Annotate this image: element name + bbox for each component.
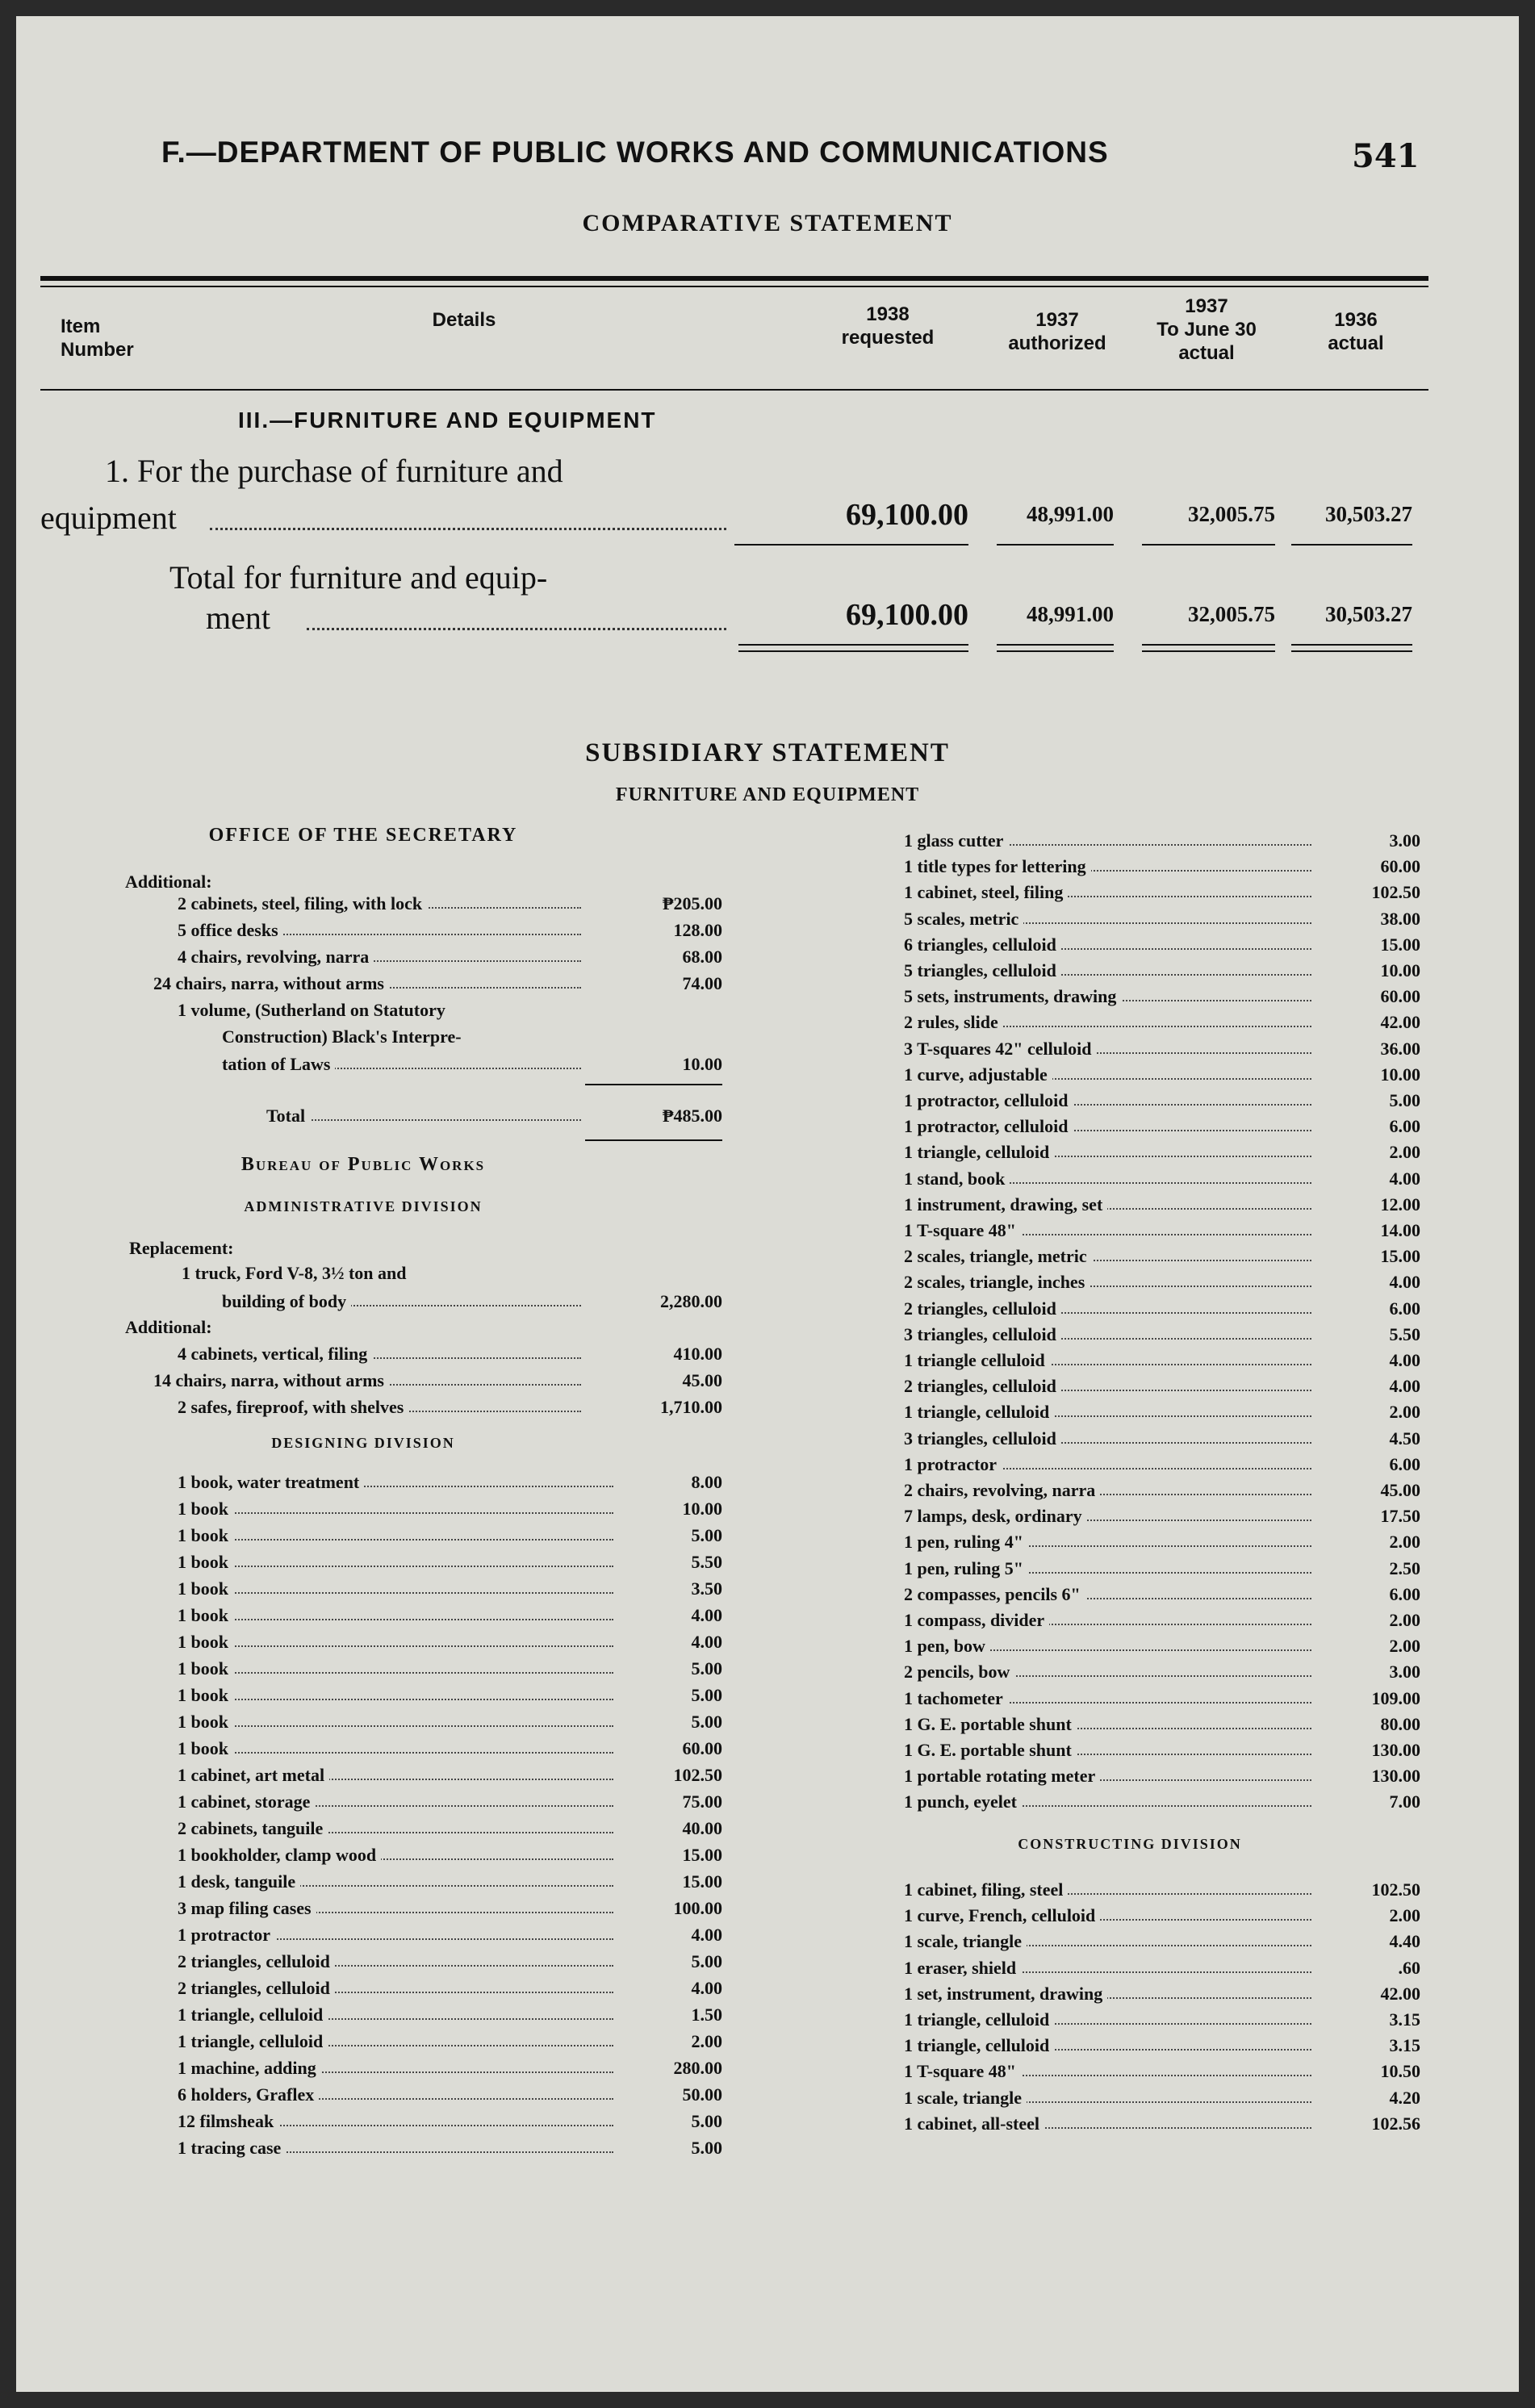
item-label: 1 book [178, 1710, 233, 1734]
item-label: 1 curve, adjustable [904, 1063, 1052, 1087]
list-item [904, 1608, 1420, 1633]
item-amount: 6.00 [1389, 1453, 1420, 1474]
list-item [904, 1712, 1420, 1737]
item-amount: 130.00 [1371, 1766, 1420, 1787]
item-label: 6 triangles, celluloid [904, 933, 1061, 957]
list-item [904, 1634, 1420, 1658]
list-item [904, 1582, 1420, 1607]
item-label: 1 book [178, 1550, 233, 1574]
list-item [178, 2109, 726, 2134]
list-item: 24 chairs, narra, without arms 74.00 [178, 972, 726, 996]
list-item [904, 1010, 1420, 1035]
item-amount: 102.56 [1371, 2113, 1420, 2134]
list-item: tation of Laws 10.00 [222, 1052, 726, 1076]
item-label: 1 triangle, celluloid [904, 1140, 1054, 1164]
list-item: building of body 2,280.00 [222, 1290, 726, 1314]
item-label: 1 cabinet, art metal [178, 1763, 329, 1787]
item-label: 1 protractor, celluloid [904, 1114, 1073, 1139]
item-amount: 100.00 [673, 1898, 722, 1918]
list-item [904, 880, 1420, 905]
list-item [904, 1323, 1420, 1347]
list-item [178, 1976, 726, 2000]
item-amount: 2.00 [1389, 1142, 1420, 1163]
item-label: 1 protractor [904, 1453, 1002, 1477]
admin-division-heading: ADMINISTRATIVE DIVISION [244, 1198, 483, 1214]
list-item [904, 1374, 1420, 1398]
item-label: 1 punch, eyelet [904, 1790, 1022, 1814]
list-item [904, 1140, 1420, 1164]
list-item [178, 1737, 726, 1761]
item-label: 1 curve, French, celluloid [904, 1904, 1100, 1928]
item-label: 5 triangles, celluloid [904, 959, 1061, 983]
item-label: 3 triangles, celluloid [904, 1323, 1061, 1347]
designing-division-heading: DESIGNING DIVISION [271, 1435, 455, 1451]
total-text-line1: Total for furniture and equip- [169, 559, 548, 596]
replacement-label: Replacement: [129, 1238, 234, 1258]
list-item [904, 1738, 1420, 1762]
rule [997, 644, 1114, 646]
list-item [904, 1400, 1420, 1424]
item-amount: 5.00 [691, 1658, 722, 1678]
item-label: 1 triangle, celluloid [904, 2034, 1054, 2058]
list-item: 5 office desks 128.00 [178, 918, 726, 943]
item-amount: 42.00 [1380, 1983, 1420, 2004]
col-item-number: Item Number [61, 316, 134, 361]
rule [1291, 544, 1412, 546]
item-label: 1 book [178, 1657, 233, 1681]
rule [1291, 650, 1412, 652]
list-item [904, 985, 1420, 1009]
item-label: 7 lamps, desk, ordinary [904, 1504, 1087, 1528]
list-item [178, 1550, 726, 1574]
item-label: 2 chairs, revolving, narra [904, 1478, 1100, 1503]
item-label: 2 scales, triangle, metric [904, 1244, 1092, 1269]
rule [40, 276, 1428, 281]
total-1936: 30,503.27 [1325, 602, 1412, 626]
item-1937a: 48,991.00 [1027, 502, 1114, 526]
list-item [904, 1193, 1420, 1217]
list-item [178, 2083, 726, 2107]
list-item [904, 1114, 1420, 1139]
leader-dots [178, 1539, 613, 1541]
item-label: 3 T-squares 42" celluloid [904, 1037, 1096, 1061]
item-label: 1 scale, triangle [904, 2086, 1027, 2110]
item-label: 2 triangles, celluloid [178, 1976, 335, 2000]
item-amount: 5.00 [691, 1951, 722, 1971]
comparative-statement-title: COMPARATIVE STATEMENT [582, 210, 953, 236]
item-amount: 109.00 [1371, 1687, 1420, 1708]
list-item [178, 1603, 726, 1628]
item-label: 1 tracing case [178, 2136, 286, 2160]
additional-label: Additional: [125, 872, 212, 892]
col-details: Details [432, 309, 496, 331]
item-label: 1 book, water treatment [178, 1470, 364, 1495]
item-label: 1 book [178, 1497, 233, 1521]
item-label: 1 instrument, drawing, set [904, 1193, 1107, 1217]
list-item [178, 1950, 726, 1974]
item-label: 2 triangles, celluloid [178, 1950, 335, 1974]
item-amount: 36.00 [1380, 1038, 1420, 1059]
item-amount: 15.00 [682, 1845, 722, 1865]
item-amount: 280.00 [673, 2058, 722, 2078]
item-label: 3 triangles, celluloid [904, 1427, 1061, 1451]
item-label: 1 cabinet, storage [178, 1790, 315, 1814]
item-label: 1 portable rotating meter [904, 1764, 1100, 1788]
list-item [904, 1929, 1420, 1954]
rule [997, 544, 1114, 546]
rule [1142, 650, 1275, 652]
item-amount: 5.00 [691, 1685, 722, 1705]
item-text-line2: equipment [40, 500, 177, 536]
col-1937-authorized: 1937 authorized [1008, 309, 1106, 354]
leader-dots [178, 1566, 613, 1567]
item-label: 1 stand, book [904, 1167, 1010, 1191]
item-text-line1: 1. For the purchase of furniture and [105, 453, 563, 489]
list-item [904, 1878, 1420, 1902]
item-amount: 2.00 [691, 2031, 722, 2051]
item-amount: 80.00 [1380, 1713, 1420, 1734]
list-item [904, 1660, 1420, 1684]
item-label: 6 holders, Graflex [178, 2083, 319, 2107]
item-amount: 2.00 [1389, 1636, 1420, 1657]
col-1936: 1936 actual [1328, 309, 1384, 354]
item-label: 1 tachometer [904, 1687, 1008, 1711]
item-amount: 5.00 [691, 2138, 722, 2158]
item-label: 1 glass cutter [904, 829, 1008, 853]
item-amount: 4.00 [1389, 1272, 1420, 1293]
item-amount: 6.00 [1389, 1583, 1420, 1604]
list-item: 14 chairs, narra, without arms 45.00 [178, 1369, 726, 1393]
item-amount: 102.50 [673, 1765, 722, 1785]
item-label: 1 T-square 48" [904, 2059, 1021, 2084]
list-item [904, 959, 1420, 983]
item-label: 1 cabinet, all-steel [904, 2112, 1044, 2136]
leader-dots [307, 626, 726, 630]
item-1936: 30,503.27 [1325, 502, 1412, 526]
list-item: 4 cabinets, vertical, filing 410.00 [178, 1342, 726, 1366]
item-amount: 15.00 [682, 1871, 722, 1892]
item-label: 1 book [178, 1737, 233, 1761]
item-label: 3 map filing cases [178, 1896, 316, 1921]
item-amount: 45.00 [1380, 1480, 1420, 1500]
list-item: 4 chairs, revolving, narra 68.00 [178, 945, 726, 969]
col-1938: 1938 requested [841, 303, 935, 349]
list-item [904, 2059, 1420, 2084]
office-heading: OFFICE OF THE SECRETARY [208, 825, 518, 846]
item-label: 2 triangles, celluloid [904, 1374, 1061, 1398]
item-amount: 4.00 [1389, 1376, 1420, 1397]
item-label: 2 triangles, celluloid [904, 1297, 1061, 1321]
total-row: Total ₱485.00 [266, 1104, 726, 1128]
list-item-text: 1 volume, (Sutherland on Statutory [178, 1000, 445, 1020]
item-amount: 4.00 [1389, 1350, 1420, 1370]
item-label: 1 triangle, celluloid [178, 2003, 328, 2027]
list-item [904, 1764, 1420, 1788]
item-amount: 130.00 [1371, 1740, 1420, 1760]
list-item [178, 1843, 726, 1867]
item-amount: 14.00 [1380, 1220, 1420, 1240]
item-label: 1 pen, ruling 5" [904, 1557, 1028, 1581]
rule [1291, 644, 1412, 646]
item-label: 1 machine, adding [178, 2056, 321, 2080]
item-amount: 10.00 [1380, 960, 1420, 980]
total-1937j: 32,005.75 [1188, 602, 1275, 626]
subsidiary-statement-title: SUBSIDIARY STATEMENT [585, 738, 950, 767]
leader-dots [210, 526, 726, 530]
item-amount: 4.00 [691, 1605, 722, 1625]
list-item [178, 1923, 726, 1947]
item-amount: 2.00 [1389, 1905, 1420, 1926]
item-label: 1 book [178, 1603, 233, 1628]
item-amount: 10.00 [682, 1499, 722, 1519]
list-item [178, 1630, 726, 1654]
item-amount: 7.00 [1389, 1791, 1420, 1812]
item-amount: 4.00 [1389, 1168, 1420, 1189]
item-amount: 75.00 [682, 1791, 722, 1812]
item-label: 5 sets, instruments, drawing [904, 985, 1121, 1009]
item-amount: 12.00 [1380, 1194, 1420, 1214]
rule [40, 286, 1428, 287]
item-amount: 5.00 [691, 1712, 722, 1732]
constructing-division-heading: CONSTRUCTING DIVISION [1018, 1836, 1242, 1852]
item-label: 1 eraser, shield [904, 1956, 1021, 1980]
list-item [904, 1348, 1420, 1373]
item-amount: 4.20 [1389, 2087, 1420, 2108]
department-heading: F.—DEPARTMENT OF PUBLIC WORKS AND COMMUNICATIONS [161, 136, 1109, 169]
item-label: 1 pen, bow [904, 1634, 990, 1658]
item-label: 1 T-square 48" [904, 1219, 1021, 1243]
item-amount: 10.50 [1380, 2061, 1420, 2082]
leader-dots [178, 1752, 613, 1754]
document-page [16, 16, 1519, 2392]
list-item [178, 1683, 726, 1708]
list-item [904, 1453, 1420, 1477]
item-label: 1 cabinet, filing, steel [904, 1878, 1068, 1902]
item-label: 1 book [178, 1683, 233, 1708]
item-label: 1 desk, tanguile [178, 1870, 300, 1894]
item-amount: 40.00 [682, 1818, 722, 1838]
item-label: 1 book [178, 1577, 233, 1601]
item-label: 5 scales, metric [904, 907, 1023, 931]
list-item [178, 1470, 726, 1495]
list-item [904, 1427, 1420, 1451]
item-amount: 5.00 [691, 1525, 722, 1545]
item-amount: 6.00 [1389, 1116, 1420, 1137]
item-label: 1 triangle, celluloid [904, 2008, 1054, 2032]
item-label: 1 scale, triangle [904, 1929, 1027, 1954]
bureau-heading: Bureau of Public Works [240, 1154, 486, 1175]
list-item [178, 1816, 726, 1841]
list-item [178, 1870, 726, 1894]
list-item [904, 1904, 1420, 1928]
item-label: 1 protractor, celluloid [904, 1089, 1073, 1113]
list-item [904, 1063, 1420, 1087]
list-item [904, 1037, 1420, 1061]
list-item [904, 2008, 1420, 2032]
rule [585, 1084, 722, 1085]
list-item [904, 933, 1420, 957]
leader-dots [178, 1619, 613, 1620]
list-item [904, 1982, 1420, 2006]
list-item [178, 1497, 726, 1521]
item-amount: 8.00 [691, 1472, 722, 1492]
item-amount: 50.00 [682, 2084, 722, 2105]
list-item [904, 1504, 1420, 1528]
item-label: 1 title types for lettering [904, 855, 1091, 879]
list-item [904, 1790, 1420, 1814]
list-item [178, 1710, 726, 1734]
item-label: 1 protractor [178, 1923, 275, 1947]
rule [738, 644, 968, 646]
item-amount: 42.00 [1380, 1012, 1420, 1033]
list-item [178, 1524, 726, 1548]
list-item [904, 2086, 1420, 2110]
item-label: 2 cabinets, tanguile [178, 1816, 328, 1841]
item-amount: 5.00 [1389, 1090, 1420, 1110]
rule [738, 650, 968, 652]
item-amount: 1.50 [691, 2005, 722, 2025]
item-label: 1 set, instrument, drawing [904, 1982, 1107, 2006]
rule [734, 544, 968, 546]
total-1938: 69,100.00 [846, 598, 968, 632]
item-amount: 4.00 [691, 1632, 722, 1652]
item-label: 2 rules, slide [904, 1010, 1003, 1035]
list-item [904, 1956, 1420, 1980]
rule [1142, 544, 1275, 546]
item-label: 1 pen, ruling 4" [904, 1530, 1028, 1554]
item-label: 1 G. E. portable shunt [904, 1738, 1077, 1762]
list-item [904, 1089, 1420, 1113]
item-label: 1 triangle celluloid [904, 1348, 1050, 1373]
item-amount: 2.50 [1389, 1557, 1420, 1578]
item-amount: 102.50 [1371, 882, 1420, 903]
leader-dots [178, 1512, 613, 1514]
section-heading: III.—FURNITURE AND EQUIPMENT [238, 408, 657, 433]
item-amount: 60.00 [1380, 986, 1420, 1007]
item-amount: 17.50 [1380, 1506, 1420, 1527]
list-item [904, 1244, 1420, 1269]
list-item [178, 2136, 726, 2160]
list-item [178, 2003, 726, 2027]
item-amount: 5.50 [1389, 1323, 1420, 1344]
item-amount: 38.00 [1380, 908, 1420, 929]
item-1937j: 32,005.75 [1188, 502, 1275, 526]
item-amount: 15.00 [1380, 1246, 1420, 1267]
list-item [178, 2030, 726, 2054]
list-item [178, 1896, 726, 1921]
rule [585, 1139, 722, 1141]
list-item [904, 1530, 1420, 1554]
item-amount: .60 [1398, 1957, 1420, 1978]
item-amount: 3.50 [691, 1578, 722, 1599]
list-item [904, 2112, 1420, 2136]
item-amount: 4.50 [1389, 1428, 1420, 1449]
furniture-subtitle: FURNITURE AND EQUIPMENT [615, 784, 920, 805]
list-item [904, 1297, 1420, 1321]
total-text-line2: ment [206, 600, 270, 636]
list-item [904, 1219, 1420, 1243]
leader-dots [178, 1592, 613, 1594]
item-amount: 3.15 [1389, 2035, 1420, 2056]
item-amount: 60.00 [1380, 856, 1420, 877]
item-amount: 102.50 [1371, 1879, 1420, 1900]
rule [40, 389, 1428, 391]
additional-label: Additional: [125, 1317, 212, 1337]
item-label: 2 compasses, pencils 6" [904, 1582, 1085, 1607]
item-amount: 4.40 [1389, 1931, 1420, 1952]
item-amount: 2.00 [1389, 1402, 1420, 1423]
item-label: 1 book [178, 1524, 233, 1548]
list-item [178, 1790, 726, 1814]
list-item: 2 safes, fireproof, with shelves 1,710.00 [178, 1395, 726, 1419]
item-amount: 60.00 [682, 1738, 722, 1758]
item-label: 1 triangle, celluloid [904, 1400, 1054, 1424]
list-item-text: Construction) Black's Interpre- [222, 1026, 462, 1047]
leader-dots [178, 1725, 613, 1727]
total-1937a: 48,991.00 [1027, 602, 1114, 626]
page-number: 541 [1352, 137, 1420, 175]
item-label: 1 triangle, celluloid [178, 2030, 328, 2054]
item-amount: 3.00 [1389, 1662, 1420, 1683]
item-amount: 5.50 [691, 1552, 722, 1572]
item-amount: 5.00 [691, 2111, 722, 2131]
list-item [904, 829, 1420, 853]
item-amount: 4.00 [691, 1925, 722, 1945]
item-label: 2 pencils, bow [904, 1660, 1014, 1684]
item-label: 1 compass, divider [904, 1608, 1049, 1633]
item-amount: 6.00 [1389, 1298, 1420, 1319]
item-amount: 4.00 [691, 1978, 722, 1998]
list-item-text: 1 truck, Ford V-8, 3½ ton and [182, 1263, 407, 1283]
item-1938: 69,100.00 [846, 498, 968, 532]
list-item [178, 1657, 726, 1681]
item-label: 1 cabinet, steel, filing [904, 880, 1068, 905]
leader-dots [178, 1672, 613, 1674]
col-1937-june: 1937 To June 30 actual [1156, 295, 1257, 364]
item-amount: 15.00 [1380, 934, 1420, 955]
rule [1142, 644, 1275, 646]
leader-dots [178, 1699, 613, 1700]
list-item [904, 1687, 1420, 1711]
list-item [904, 855, 1420, 879]
item-label: 1 bookholder, clamp wood [178, 1843, 381, 1867]
list-item [178, 2056, 726, 2080]
item-amount: 3.15 [1389, 2009, 1420, 2030]
item-amount: 10.00 [1380, 1064, 1420, 1085]
item-label: 1 book [178, 1630, 233, 1654]
list-item: 2 cabinets, steel, filing, with lock ₱205.00 [178, 892, 726, 916]
list-item [904, 1270, 1420, 1294]
item-amount: 2.00 [1389, 1532, 1420, 1553]
list-item [904, 907, 1420, 931]
list-item [904, 1167, 1420, 1191]
item-label: 1 G. E. portable shunt [904, 1712, 1077, 1737]
item-label: 12 filmsheak [178, 2109, 278, 2134]
item-label: 2 scales, triangle, inches [904, 1270, 1090, 1294]
item-amount: 2.00 [1389, 1610, 1420, 1630]
leader-dots [178, 1645, 613, 1647]
list-item [904, 2034, 1420, 2058]
list-item [178, 1577, 726, 1601]
list-item [904, 1478, 1420, 1503]
list-item [178, 1763, 726, 1787]
list-item [904, 1557, 1420, 1581]
item-amount: 3.00 [1389, 830, 1420, 851]
rule [997, 650, 1114, 652]
